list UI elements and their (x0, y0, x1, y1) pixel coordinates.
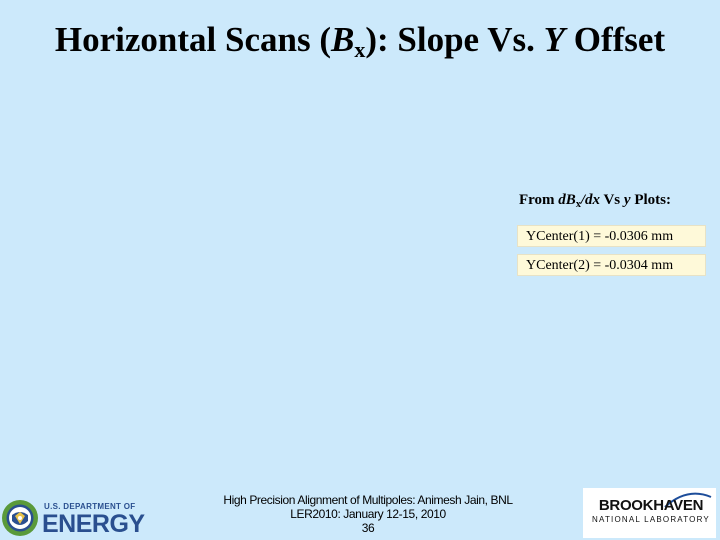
slide-title: Horizontal Scans $(B_x)$: Slope Vs. Y Offset (54, 20, 666, 62)
ycenter-2-text: YCenter(2) = -0.0304 mm (526, 258, 674, 273)
footer-line-1: High Precision Alignment of Multipoles: Animesh Jain, BNL (223, 493, 513, 507)
doe-seal-icon (1, 499, 39, 537)
brookhaven-logo (583, 488, 716, 538)
slide-footer (210, 493, 526, 535)
doe-logo (0, 499, 165, 539)
footer-line-2: LER2010: January 12-15, 2010 (290, 507, 446, 521)
brookhaven-subtitle: NATIONAL LABORATORY (592, 515, 710, 524)
ycenter-1-box (517, 225, 706, 247)
ycenter-1-text: YCenter(1) = -0.0306 mm (526, 229, 674, 244)
doe-department-text: U.S. DEPARTMENT OF (44, 502, 136, 511)
brookhaven-name: BROOKHAVEN (598, 497, 704, 514)
page-number: 36 (361, 521, 375, 535)
ycenter-2-box (517, 254, 706, 276)
doe-energy-text: ENERGY (42, 510, 145, 538)
plots-heading: From $dB_x/dx$ Vs y Plots: (519, 192, 671, 210)
